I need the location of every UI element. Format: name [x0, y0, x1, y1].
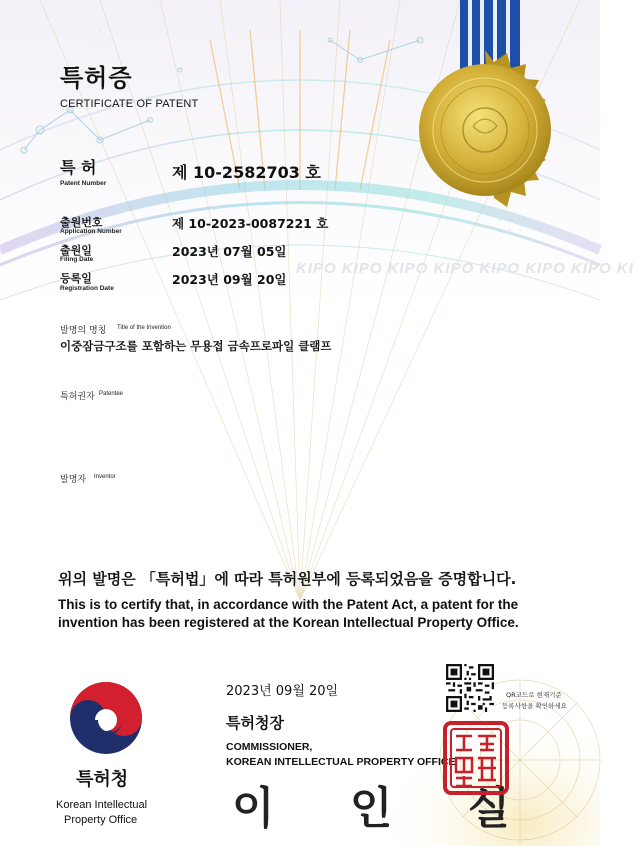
certificate-title-en: CERTIFICATE OF PATENT	[60, 98, 199, 110]
qr-caption-line1: QR코드로 현재기준	[506, 691, 562, 699]
inventor-label-en: Inventor	[94, 474, 116, 480]
filing-date-value: 2023년 07월 05일	[172, 244, 287, 259]
application-number-label-en: Application Number	[60, 228, 122, 235]
commissioner-title-en1: COMMISSIONER,	[226, 741, 313, 753]
kipo-org-en2: Property Office	[64, 814, 138, 826]
issue-date: 2023년 09월 20일	[226, 684, 339, 699]
commissioner-title-ko: 특허청장	[226, 714, 284, 732]
invention-title-value: 이중잠금구조를 포함하는 무용접 금속프로파일 클램프	[60, 339, 332, 353]
patentee-label-en: Patentee	[99, 391, 124, 397]
patent-number-label-en: Patent Number	[60, 180, 107, 187]
commissioner-signature: 이 인 실	[232, 783, 541, 834]
patent-number-value: 제 10-2582703 호	[172, 163, 321, 182]
invention-title-label-ko: 발명의 명칭	[60, 326, 107, 336]
certification-ko: 위의 발명은 「특허법」에 따라 특허원부에 등록되었음을 증명합니다.	[58, 570, 517, 588]
registration-date-label-en: Registration Date	[60, 285, 114, 292]
kipo-org-en1: Korean Intellectual	[56, 799, 148, 811]
filing-date-label-ko: 출원일	[60, 244, 92, 257]
application-number-value: 제 10-2023-0087221 호	[172, 216, 329, 231]
patentee-label-ko: 특허권자	[60, 392, 95, 402]
official-seal	[442, 720, 510, 796]
qr-caption-line2: 등록사항을 확인하세요	[502, 702, 567, 710]
application-number-label-ko: 출원번호	[60, 216, 103, 229]
kipo-org-ko: 특허청	[76, 769, 129, 790]
certification-en-line2: invention has been registered at the Korean Intellectual Property Office.	[58, 615, 519, 630]
certificate-title-ko: 특허증	[60, 64, 133, 92]
qr-code[interactable]	[446, 664, 494, 712]
filing-date-label-en: Filing Date	[60, 256, 94, 263]
kipo-watermark: KIPO KIPO KIPO KIPO KIPO KIPO KIPO KI	[296, 260, 634, 277]
patent-number-label-ko: 특 허	[60, 158, 97, 177]
kipo-logo-icon	[68, 680, 144, 756]
certification-en-line1: This is to certify that, in accordance with the Patent Act, a patent for the	[58, 597, 519, 612]
commissioner-title-en2: KOREAN INTELLECTUAL PROPERTY OFFICE	[226, 756, 456, 768]
registration-date-label-ko: 등록일	[60, 272, 92, 285]
registration-date-value: 2023년 09월 20일	[172, 272, 287, 287]
inventor-label-ko: 발명자	[60, 475, 87, 485]
invention-title-label-en: Title of the Invention	[117, 325, 171, 331]
